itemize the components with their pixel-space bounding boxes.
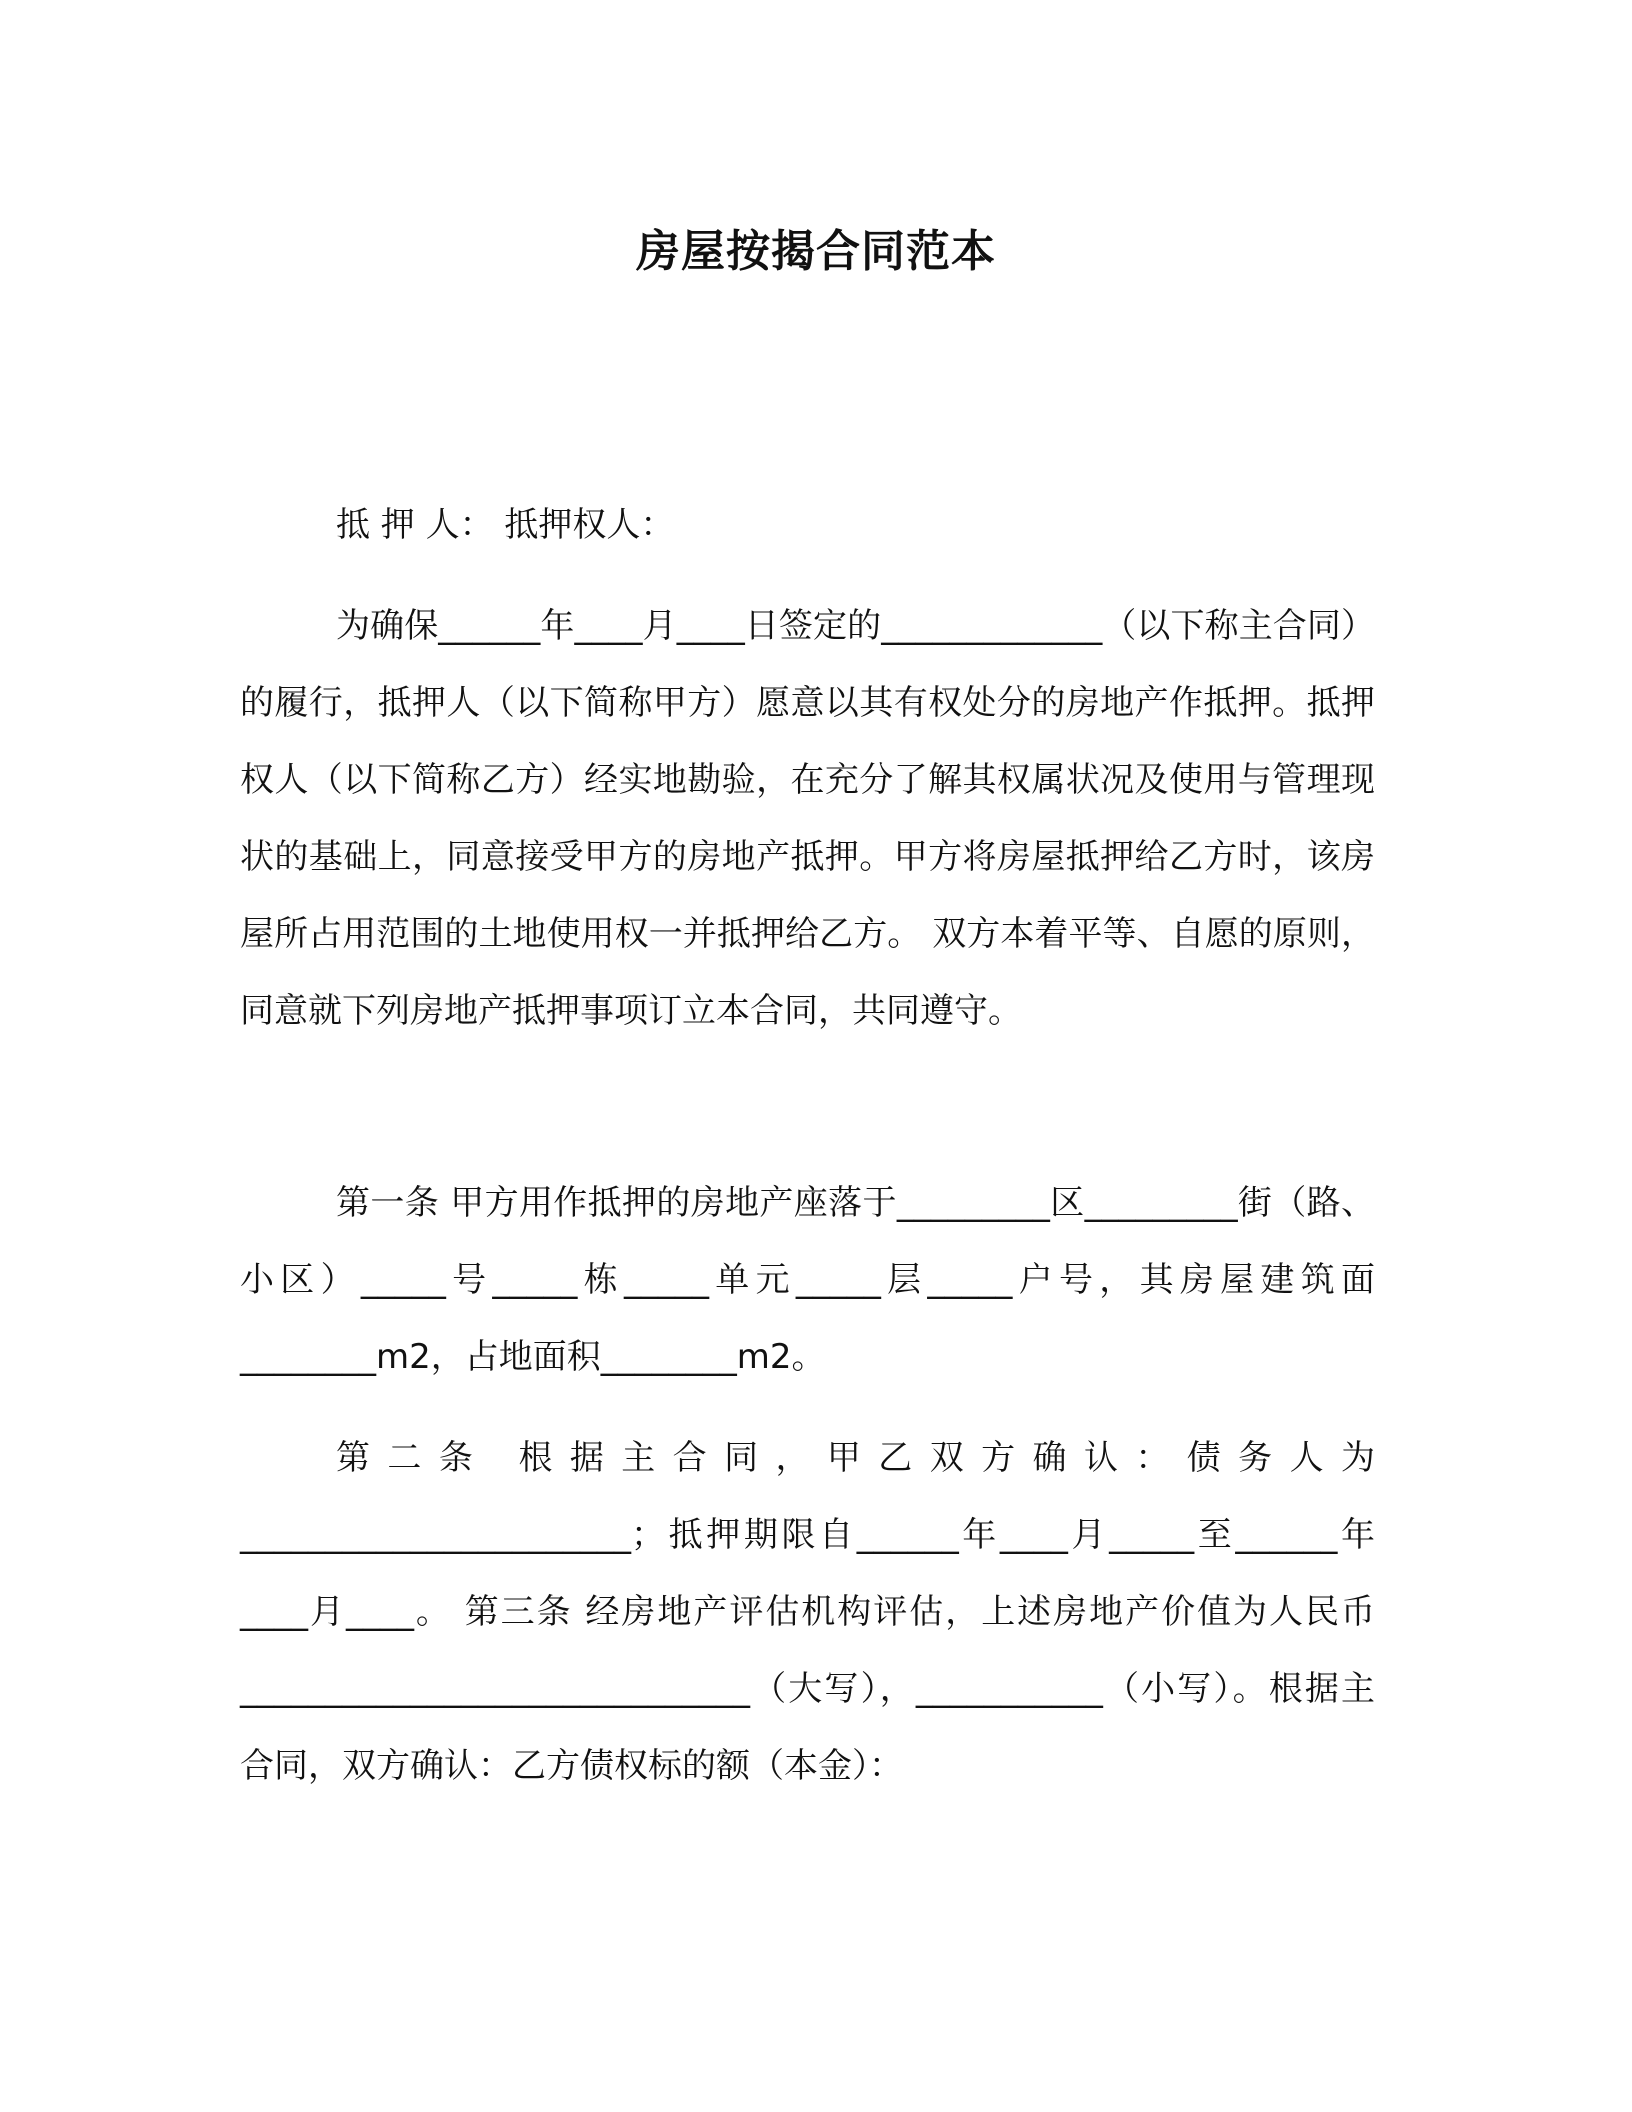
parties-line: 抵 押 人： 抵押权人： — [336, 505, 675, 545]
intro-paragraph: 为确保______年____月____日签定的_____________（以下称主合同）的履行，抵押人（以下简称甲方）愿意以其有权处分的房地产作抵押。抵押权人（以下简称乙方）经实地勘验，在充分了解其权属状况及使用与管理现状的基础上，同意接受甲方的房地产抵押。甲方将房屋抵押给乙方时，该房屋所占用范围的土地使用权一并抵押给乙方。 双方本着平等、自愿的原则，同意就下列房地产抵押事项订立本合同，共同遵守。 — [240, 606, 1375, 1031]
document-title: 房屋按揭合同范本 — [636, 226, 996, 277]
article-1-paragraph: 第一条 甲方用作抵押的房地产座落于_________区_________街（路、小区）_____号_____栋_____单元_____层_____户号，其房屋建筑面________m2，占地面积________m2。 — [240, 1183, 1375, 1377]
article-2-paragraph: 第二条 根据主合同，甲乙双方确认：债务人为_______________________；抵押期限自______年____月_____至______年____月____。 第三条 经房地产评估机构评估，上述房地产价值为人民币______________________________（大写），___________（小写）。根据主合同，双方确认：乙方债权标的额（本金）： — [240, 1438, 1375, 1786]
